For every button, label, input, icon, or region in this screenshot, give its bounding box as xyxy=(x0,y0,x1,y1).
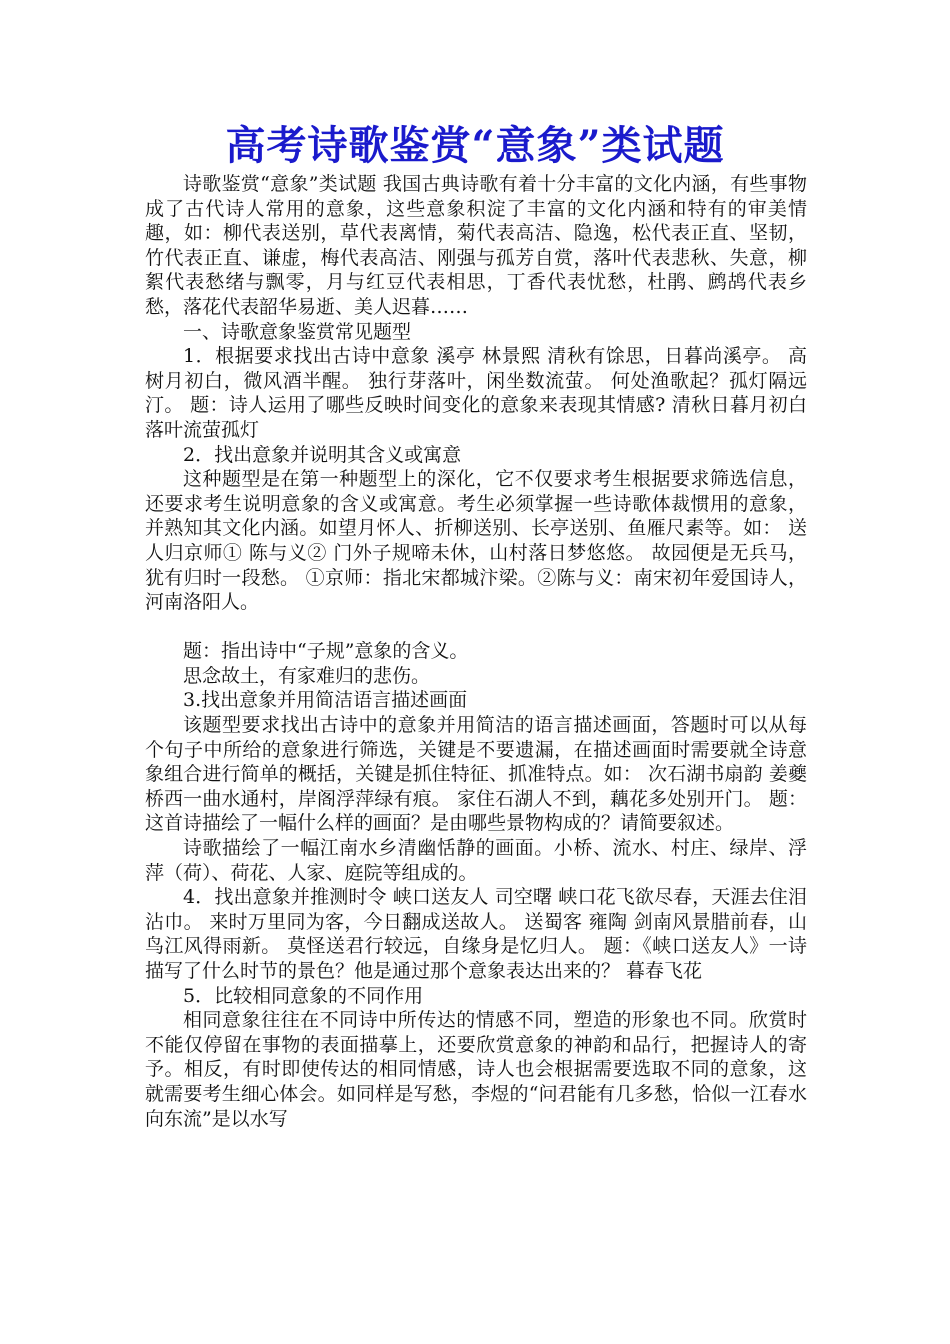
paragraph-type-3-answer: 诗歌描绘了一幅江南水乡清幽恬静的画面。小桥、流水、村庄、绿岸、浮萍（荷）、荷花、人家、庭院等组成的。 xyxy=(145,837,807,884)
paragraph-type-5: 相同意象往往在不同诗中所传达的情感不同，塑造的形象也不同。欣赏时不能仅停留在事物的表面描摹上，还要欣赏意象的神韵和品行，把握诗人的寄予。相反，有时即使传达的相同情感，诗人也会根据需要选取不同的意象，这就需要考生细心体会。如同样是写愁，李煜的“问君能有几多愁，恰似一江春水向东流”是以水写 xyxy=(145,1009,807,1130)
heading-type-3: 3.找出意象并用简洁语言描述画面 xyxy=(183,689,468,712)
document-body xyxy=(145,172,807,1131)
paragraph-type-4: 4．找出意象并推测时令 峡口送友人 司空曙 峡口花飞欲尽春，天涯去住泪沾巾。 来时万里同为客，今日翻成送故人。 送蜀客 雍陶 剑南风景腊前春，山鸟江风得雨新。 莫怪送君行较远，自缘身是忆归人。 题：《峡口送友人》一诗描写了什么时节的景色？他是通过那个意象表达出来的？ 暮春飞花 xyxy=(145,886,807,982)
heading-question-types: 一、诗歌意象鉴赏常见题型 xyxy=(183,320,412,343)
paragraph-intro: 诗歌鉴赏“意象”类试题 我国古典诗歌有着十分丰富的文化内涵，有些事物成了古代诗人常用的意象，这些意象积淀了丰富的文化内涵和特有的审美情趣，如：柳代表送别，草代表离情，菊代表高洁、隐逸，松代表正直、坚韧，竹代表正直、谦虚，梅代表高洁、刚强与孤芳自赏，落叶代表悲秋、失意，柳絮代表愁绪与飘零，月与红豆代表相思，丁香代表忧愁，杜鹃、鹧鸪代表乡愁，落花代表韶华易逝、美人迟暮…… xyxy=(145,173,807,318)
document-title: 高考诗歌鉴赏“意象”类试题 xyxy=(225,122,725,169)
paragraph-type-3: 该题型要求找出古诗中的意象并用简洁的语言描述画面，答题时可以从每个句子中所给的意象进行筛选，关键是不要遗漏，在描述画面时需要就全诗意象组合进行简单的概括，关键是抓住特征、抓准特点。如： 次石湖书扇韵 姜夔 桥西一曲水通村，岸阁浮萍绿有痕。 家住石湖人不到，藕花多处别开门。 题：这首诗描绘了一幅什么样的画面？是由哪些景物构成的？请简要叙述。 xyxy=(145,714,807,835)
paragraph-type-2: 这种题型是在第一种题型上的深化，它不仅要求考生根据要求筛选信息，还要求考生说明意象的含义或寓意。考生必须掌握一些诗歌体裁惯用的意象，并熟知其文化内涵。如望月怀人、折柳送别、长亭送别、鱼雁尺素等。如： 送人归京师① 陈与义② 门外子规啼未休，山村落日梦悠悠。 故园便是无兵马，犹有归时一段愁。 ①京师：指北宋都城汴梁。②陈与义：南宋初年爱国诗人，河南洛阳人。 xyxy=(145,468,807,614)
paragraph-answer: 思念故土，有家难归的悲伤。 xyxy=(183,664,431,687)
paragraph-type-1: 1．根据要求找出古诗中意象 溪亭 林景熙 清秋有馀思，日暮尚溪亭。 高树月初白，微风酒半醒。 独行芽落叶，闲坐数流萤。 何处渔歌起？孤灯隔远汀。 题：诗人运用了哪些反映时间变化的意象来表现其情感? 清秋日暮月初白落叶流萤孤灯 xyxy=(145,345,807,441)
heading-type-5: 5．比较相同意象的不同作用 xyxy=(183,984,424,1007)
heading-type-2: 2．找出意象并说明其含义或寓意 xyxy=(183,443,462,466)
paragraph-question: 题：指出诗中“子规”意象的含义。 xyxy=(183,640,469,663)
